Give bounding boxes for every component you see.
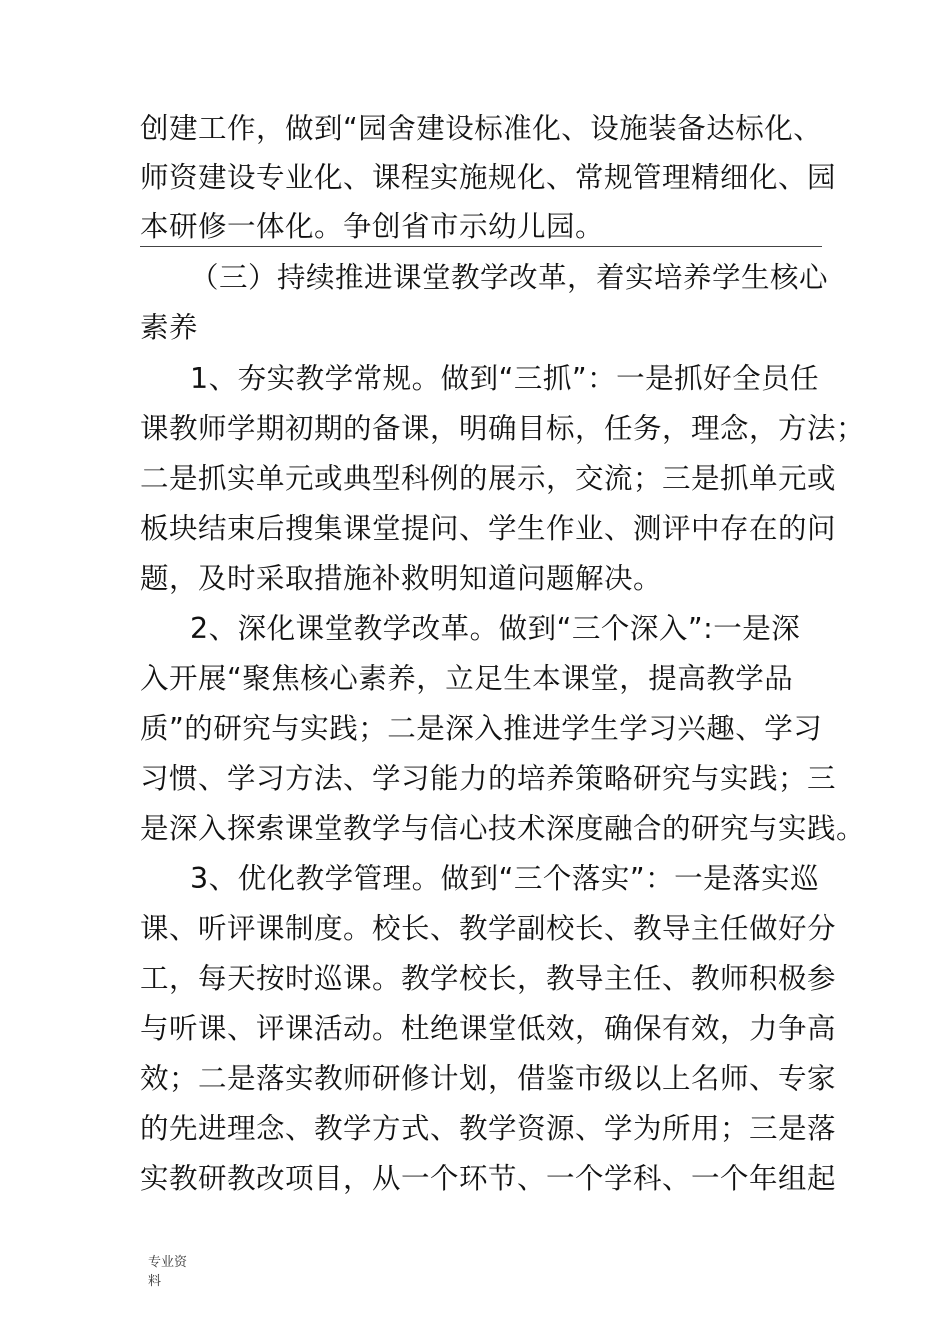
- paragraph-line: 2、深化课堂教学改革。做到“三个深入”:一是深: [190, 612, 801, 645]
- footer-label: 料: [148, 1274, 162, 1289]
- paragraph-line: 实教研教改项目，从一个环节、一个学科、一个年组起: [140, 1162, 837, 1195]
- paragraph-line: 质”的研究与实践；二是深入推进学生学习兴趣、学习: [140, 712, 823, 745]
- paragraph-line: 板块结束后搜集课堂提问、学生作业、测评中存在的问: [140, 512, 837, 545]
- divider-line: [140, 246, 822, 247]
- section-heading-continued: 素养: [140, 311, 199, 344]
- paragraph-line: 题，及时采取措施补救明知道问题解决。: [140, 562, 663, 595]
- paragraph-line: 效；二是落实教师研修计划，借鉴市级以上名师、专家: [140, 1062, 837, 1095]
- section-heading: （三）持续推进课堂教学改革，着实培养学生核心: [190, 261, 829, 294]
- paragraph-line: 与听课、评课活动。杜绝课堂低效，确保有效，力争高: [140, 1012, 837, 1045]
- paragraph-line: 创建工作，做到“园舍建设标准化、设施装备达标化、: [140, 112, 823, 145]
- paragraph-line: 师资建设专业化、课程实施规化、常规管理精细化、园: [140, 161, 837, 194]
- paragraph-line: 的先进理念、教学方式、教学资源、学为所用；三是落: [140, 1112, 837, 1145]
- paragraph-line: 3、优化教学管理。做到“三个落实”：一是落实巡: [190, 862, 820, 895]
- paragraph-line: 1、夯实教学常规。做到“三抓”：一是抓好全员任: [190, 362, 820, 395]
- paragraph-line: 入开展“聚焦核心素养，立足生本课堂，提高教学品: [140, 662, 794, 695]
- paragraph-line: 二是抓实单元或典型科例的展示，交流；三是抓单元或: [140, 462, 837, 495]
- paragraph-line: 工，每天按时巡课。教学校长，教导主任、教师积极参: [140, 962, 837, 995]
- paragraph-line: 习惯、学习方法、学习能力的培养策略研究与实践；三: [140, 762, 837, 795]
- paragraph-line: 本研修一体化。争创省市示幼儿园。: [140, 210, 605, 243]
- footer-label: 专业资: [148, 1255, 188, 1270]
- page-footer: [148, 1253, 208, 1291]
- paragraph-line: 是深入探索课堂教学与信心技术深度融合的研究与实践。: [140, 812, 866, 845]
- paragraph-line: 课、听评课制度。校长、教学副校长、教导主任做好分: [140, 912, 837, 945]
- paragraph-line: 课教师学期初期的备课，明确目标，任务，理念，方法；: [140, 412, 866, 445]
